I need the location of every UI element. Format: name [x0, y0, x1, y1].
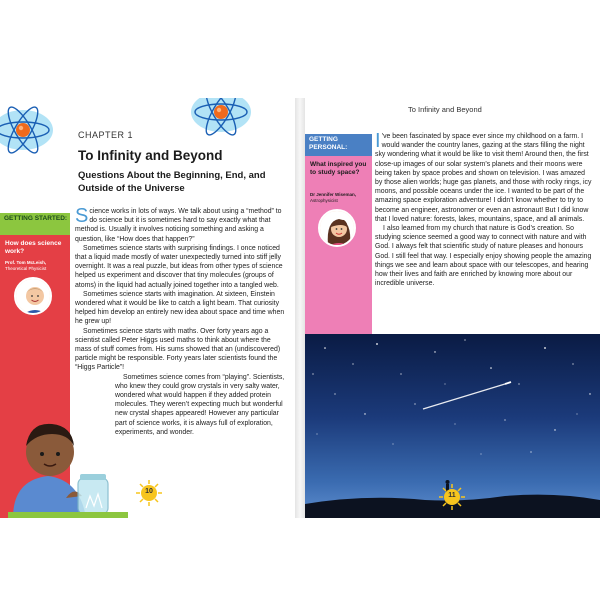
page-number-badge: [439, 484, 465, 510]
book-gutter: [295, 98, 305, 518]
paragraph: Sometimes science starts with imagination. At sixteen, Einstein wondered what it would be like to catch a light beam. That curiosity helped him develop an entirely new idea about space and time when he grew up!: [75, 290, 285, 326]
person-name: Dr Jennifer Wiseman,: [310, 192, 356, 197]
page-number: 11: [448, 492, 456, 499]
portrait-avatar: [14, 277, 52, 315]
sidebar-tab-label: GETTING PERSONAL:: [309, 136, 348, 151]
paragraph: Sometimes science starts with surprising findings. I once noticed that a liquid made mostly of water unexpectedly turned into stiff jelly overnight. It was a real puzzle, but ideas from other types of science helped us experiment and discover that tiny molecules (groups of atoms) in the liquid had actually joined together into a tangled web.: [75, 244, 283, 289]
paragraph: Sometimes science comes from “playing”. Scientists, who knew they could grow crystals in very salty water, wondered what would happen if they added protein molecules. They weren’t expecting much but wonderful new crystal shapes appeared! However any particular part of science works, it is always full of exploration, experiments, and wonder.: [115, 373, 285, 436]
atom-illustration-icon: [190, 98, 252, 136]
boy-with-jar-illustration: [8, 400, 128, 518]
running-head: To Infinity and Beyond: [408, 105, 482, 114]
paragraph: I also learned from my church that nature is God’s creation. So studying science seemed a good way to connect with nature and with God. I always felt that scientific study of nature pleases and honours God. I still feel that way. I especially enjoy showing people the amazing things we see and learn about space with our telescopes, and hearing how their lives and faith are enriched by knowing more about our incredible universe.: [375, 225, 592, 288]
atom-illustration-icon: [0, 106, 54, 154]
sidebar-question: How does science work?: [5, 240, 62, 255]
getting-personal-sidebar: [305, 134, 372, 362]
dropcap: S: [75, 205, 89, 227]
chapter-label: CHAPTER 1: [78, 130, 134, 140]
sidebar-question: What inspired you to study space?: [310, 161, 367, 176]
chapter-subtitle: Questions About the Beginning, End, and Outside of the Universe: [78, 170, 266, 194]
sidebar-person: [310, 192, 356, 203]
right-page: [305, 98, 600, 518]
sidebar-tab-label: GETTING STARTED:: [4, 215, 68, 222]
chapter-title: To Infinity and Beyond: [78, 148, 223, 163]
night-sky-photo: [305, 334, 600, 518]
paragraph: Sometimes science starts with maths. Over forty years ago a scientist called Peter Higgs used maths to think about where the mass of stuff comes from. His sums showed that an (undiscovered) particle might be responsible. Forty years later scientists found the “Higgs Particle”!: [75, 327, 281, 372]
paragraph: ’ve been fascinated by space ever since my childhood on a farm. I would wander the country lanes, gazing at the stars filling the night sky wondering what it would be like to visit them! Around then, the first close-up images of our solar system’s planets and their moons were being taken by space probes and shown on television. I was amazed by those alien worlds; huge gas planets, and those with rocky rings, icy moons, and possible oceans under the ice. I wanted to be part of the amazing space exploration adventure! I didn’t know whether to try to become an engineer, astronomer or even an astronaut! But I did know that I loved nature: forests, lakes, mountains, space, and all animals.: [375, 133, 592, 223]
person-name: Prof. Tom McLeish,: [5, 260, 47, 265]
left-page: [0, 98, 295, 518]
sidebar-tab: [305, 134, 372, 156]
person-title: Astrophysicist: [310, 197, 338, 203]
portrait-avatar: [318, 209, 356, 247]
paragraph: cience works in lots of ways. We talk about using a “method” to do science but it is sometimes hard to say exactly what that method is. Usually it involves noticing something and asking a question, like “How does that happen?”: [75, 208, 282, 243]
sidebar-person: [5, 260, 46, 271]
woman-portrait-icon: [320, 211, 356, 247]
page-number: 10: [145, 488, 153, 495]
sidebar-tab: [0, 213, 70, 235]
man-portrait-icon: [16, 279, 52, 315]
person-title: Theoretical Physicist: [5, 265, 47, 271]
right-body-text: [375, 132, 593, 288]
dropcap: I: [375, 130, 381, 152]
page-number-badge: [136, 480, 162, 506]
